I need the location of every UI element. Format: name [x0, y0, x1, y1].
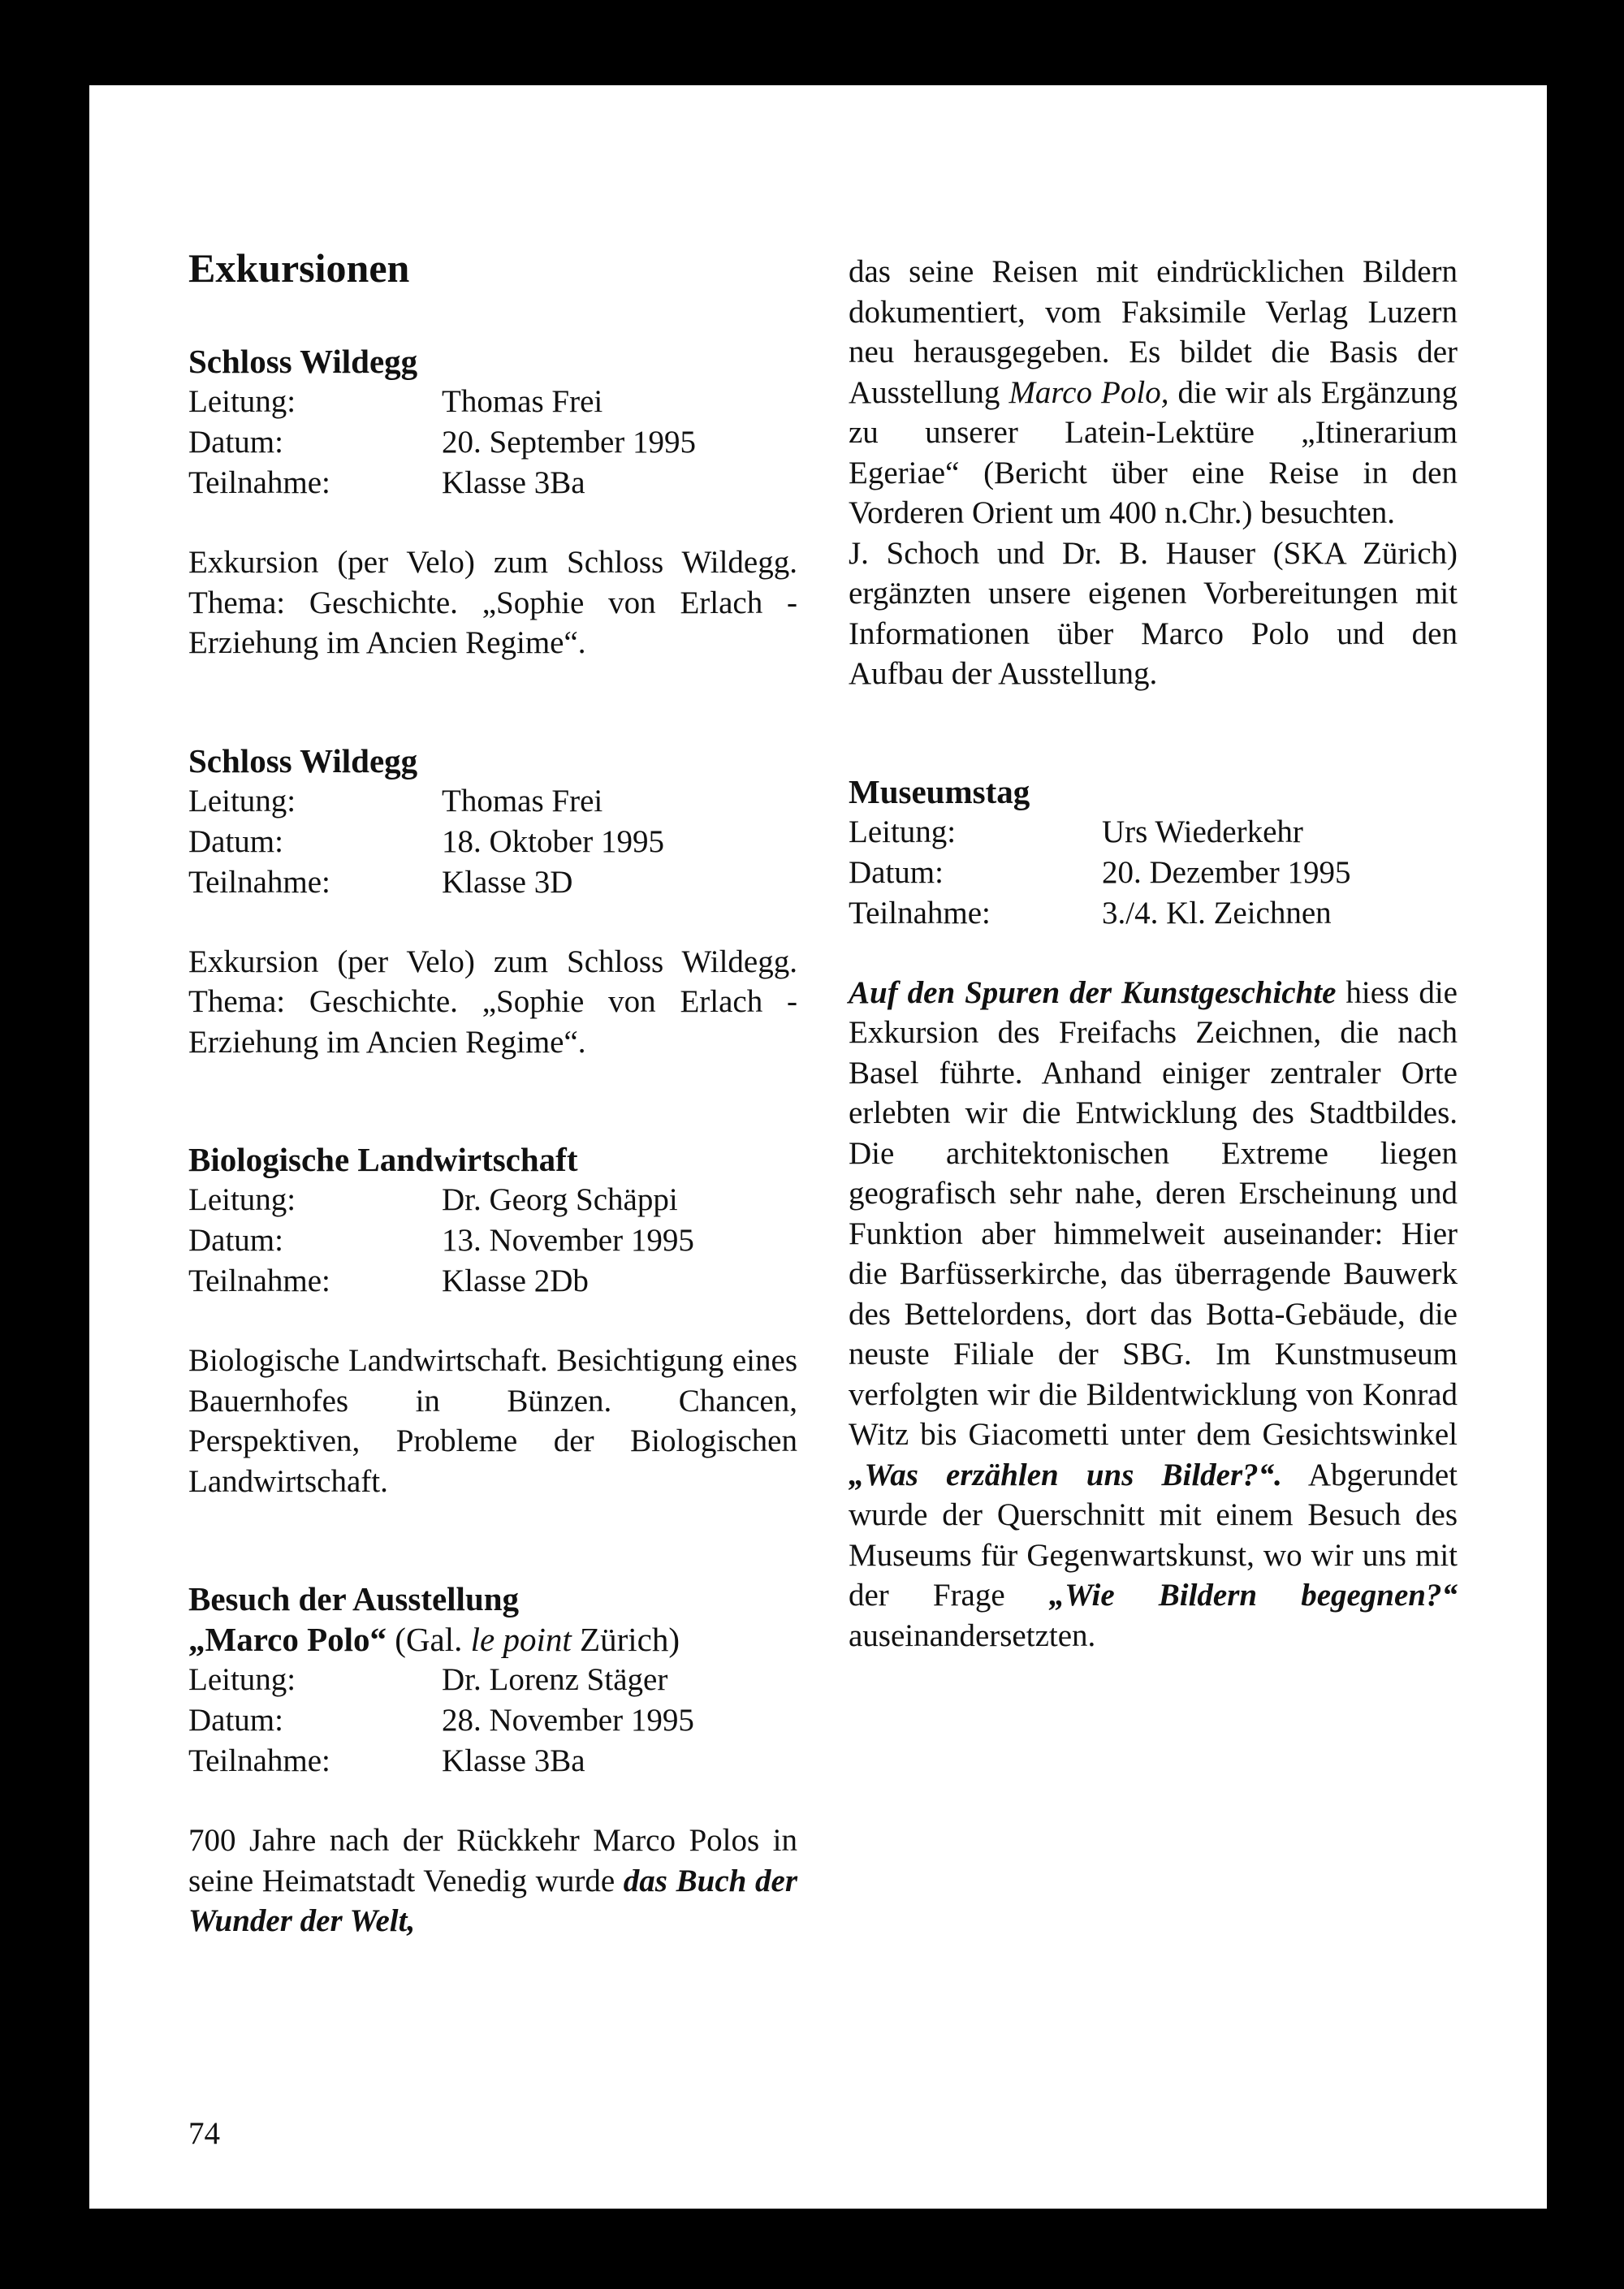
section-meta [188, 1660, 797, 1782]
section-title-zurich: Zürich) [571, 1621, 680, 1658]
meta-label: Teilnahme: [188, 465, 330, 500]
section-text-part2 [849, 252, 1458, 533]
text-emphasis: „Wie Bildern begegnen?“ [1048, 1578, 1458, 1613]
meta-label: Datum: [188, 823, 283, 859]
section-title [188, 1579, 797, 1660]
meta-value: Dr. Georg Schäppi [442, 1182, 678, 1217]
meta-value: 20. September 1995 [442, 425, 697, 460]
section-title: Schloss Wildegg [188, 343, 418, 380]
meta-row-teilnahme [188, 862, 797, 903]
text-segment: 700 Jahre nach der Rückkehr Marco Polos in seine Heimatstadt Venedig wurde [188, 1823, 797, 1898]
meta-row-teilnahme [188, 1741, 797, 1782]
meta-row-datum [849, 853, 1458, 893]
meta-row-leitung [188, 781, 797, 822]
meta-label: Teilnahme: [849, 895, 991, 931]
meta-label: Teilnahme: [188, 1263, 330, 1298]
meta-value: Klasse 3D [442, 864, 573, 900]
meta-value: Klasse 3Ba [442, 1743, 585, 1778]
section-meta [188, 382, 797, 503]
meta-value: 20. Dezember 1995 [1102, 854, 1351, 890]
section-text-part3: J. Schoch und Dr. B. Hauser (SKA Zürich) ergänzten unsere eigenen Vorbereitungen mit Informationen über Marco Polo und den Aufbau der Ausstellung. [849, 535, 1458, 691]
text-segment: auseinandersetzten. [849, 1617, 1096, 1653]
meta-value: Klasse 2Db [442, 1263, 589, 1298]
meta-row-datum [188, 1220, 797, 1261]
meta-value: 28. November 1995 [442, 1703, 694, 1738]
meta-row-leitung [849, 812, 1458, 853]
document-page [89, 85, 1547, 2209]
meta-row-teilnahme [188, 463, 797, 503]
meta-label: Leitung: [849, 814, 957, 849]
meta-label: Datum: [188, 425, 283, 460]
meta-row-leitung [188, 1660, 797, 1700]
text-segment: Abgerundet wurde der Querschnitt mit einem Besuch des Museums für Gegenwartskunst, wo wir uns mit der Frage [849, 1457, 1458, 1613]
meta-row-datum [188, 1700, 797, 1741]
section-title-line1: Besuch der Ausstellung [188, 1580, 520, 1617]
meta-row-datum [188, 822, 797, 862]
section-text: Exkursion (per Velo) zum Schloss Wildegg. Thema: Geschichte. „Sophie von Erlach - Erziehung im Ancien Regime“. [188, 545, 797, 660]
meta-value: Klasse 3Ba [442, 465, 585, 500]
meta-value: 13. November 1995 [442, 1223, 694, 1258]
meta-value: 18. Oktober 1995 [442, 823, 665, 859]
meta-label: Datum: [849, 854, 944, 890]
right-column [849, 252, 1458, 1733]
section-title: Schloss Wildegg [188, 741, 418, 780]
meta-label: Leitung: [188, 1182, 296, 1217]
section-title: Museumstag [849, 772, 1030, 810]
page-title: Exkursionen [188, 245, 410, 291]
meta-label: Leitung: [188, 384, 296, 419]
section-meta [188, 1180, 797, 1302]
meta-value: 3./4. Kl. Zeichnen [1102, 895, 1332, 931]
text-exhibition-name: Marco Polo, [1009, 374, 1169, 410]
meta-label: Teilnahme: [188, 1743, 330, 1778]
left-column [188, 244, 797, 2019]
section-text-part1 [188, 1820, 797, 1941]
meta-value: Urs Wiederkehr [1102, 814, 1303, 849]
section-text [849, 973, 1458, 1656]
meta-value: Thomas Frei [442, 384, 603, 419]
section-meta [188, 781, 797, 903]
section-title-le-point: le point [470, 1621, 572, 1658]
section-title: Biologische Landwirtschaft [188, 1141, 578, 1178]
meta-label: Datum: [188, 1703, 283, 1738]
meta-row-teilnahme [188, 1261, 797, 1302]
meta-label: Datum: [188, 1223, 283, 1258]
meta-label: Teilnahme: [188, 864, 330, 900]
section-title-marco-polo: „Marco Polo“ [188, 1621, 387, 1658]
text-emphasis: Auf den Spuren der Kunstgeschichte [849, 974, 1337, 1010]
section-meta [849, 812, 1458, 934]
page-number: 74 [188, 2116, 220, 2151]
section-schloss-wildegg-2 [188, 741, 797, 1063]
text-segment: die wir als Ergänzung zu unserer Latein-Lektüre „Itinerarium Egeriae“ (Bericht über eine Reise in den Vorderen Orient um 400 n.Chr.) besuchten. [849, 374, 1458, 530]
section-text: Biologische Landwirtschaft. Besichtigung eines Bauernhofes in Bünzen. Chancen, Perspektiven, Probleme der Biologischen Landwirtschaft. [188, 1343, 797, 1499]
meta-row-datum [188, 422, 797, 463]
meta-row-leitung [188, 382, 797, 422]
section-text: Exkursion (per Velo) zum Schloss Wildegg. Thema: Geschichte. „Sophie von Erlach - Erziehung im Ancien Regime“. [188, 944, 797, 1060]
section-marco-polo [188, 1579, 797, 1941]
section-museumstag [849, 771, 1458, 1656]
text-segment: das seine Reisen mit eindrücklichen Bildern dokumentiert, vom Faksimile Verlag Luzern neu herausgegeben. Es bildet die Basis der Ausstellung [849, 254, 1458, 410]
meta-label: Leitung: [188, 1662, 296, 1697]
meta-row-teilnahme [849, 893, 1458, 934]
meta-value: Thomas Frei [442, 783, 603, 818]
section-biologische-landwirtschaft [188, 1139, 797, 1501]
text-emphasis: „Was erzählen uns Bilder?“. [849, 1457, 1282, 1492]
text-book-title: das Buch der Wunder der Welt, [188, 1863, 797, 1938]
meta-label: Leitung: [188, 783, 296, 818]
section-title-gal: (Gal. [387, 1621, 471, 1658]
text-segment: hiess die Exkursion des Freifachs Zeichnen, die nach Basel führte. Anhand einiger zentraler Orte erlebten wir die Entwicklung des Stadtbildes. Die architektonischen Extreme liegen geografisch sehr nahe, deren Erscheinung und Funktion aber himmelweit auseinander: Hier die Barfüsserkirche, das überragende Bauwerk des Bettelordens, dort das Botta-Gebäude, die neuste Filiale der SBG. Im Kunstmuseum verfolgten wir die Bildentwicklung von Konrad Witz bis Giacometti unter dem Gesichtswinkel [849, 974, 1458, 1452]
meta-value: Dr. Lorenz Stäger [442, 1662, 668, 1697]
meta-row-leitung [188, 1180, 797, 1220]
section-schloss-wildegg-1 [188, 341, 797, 663]
